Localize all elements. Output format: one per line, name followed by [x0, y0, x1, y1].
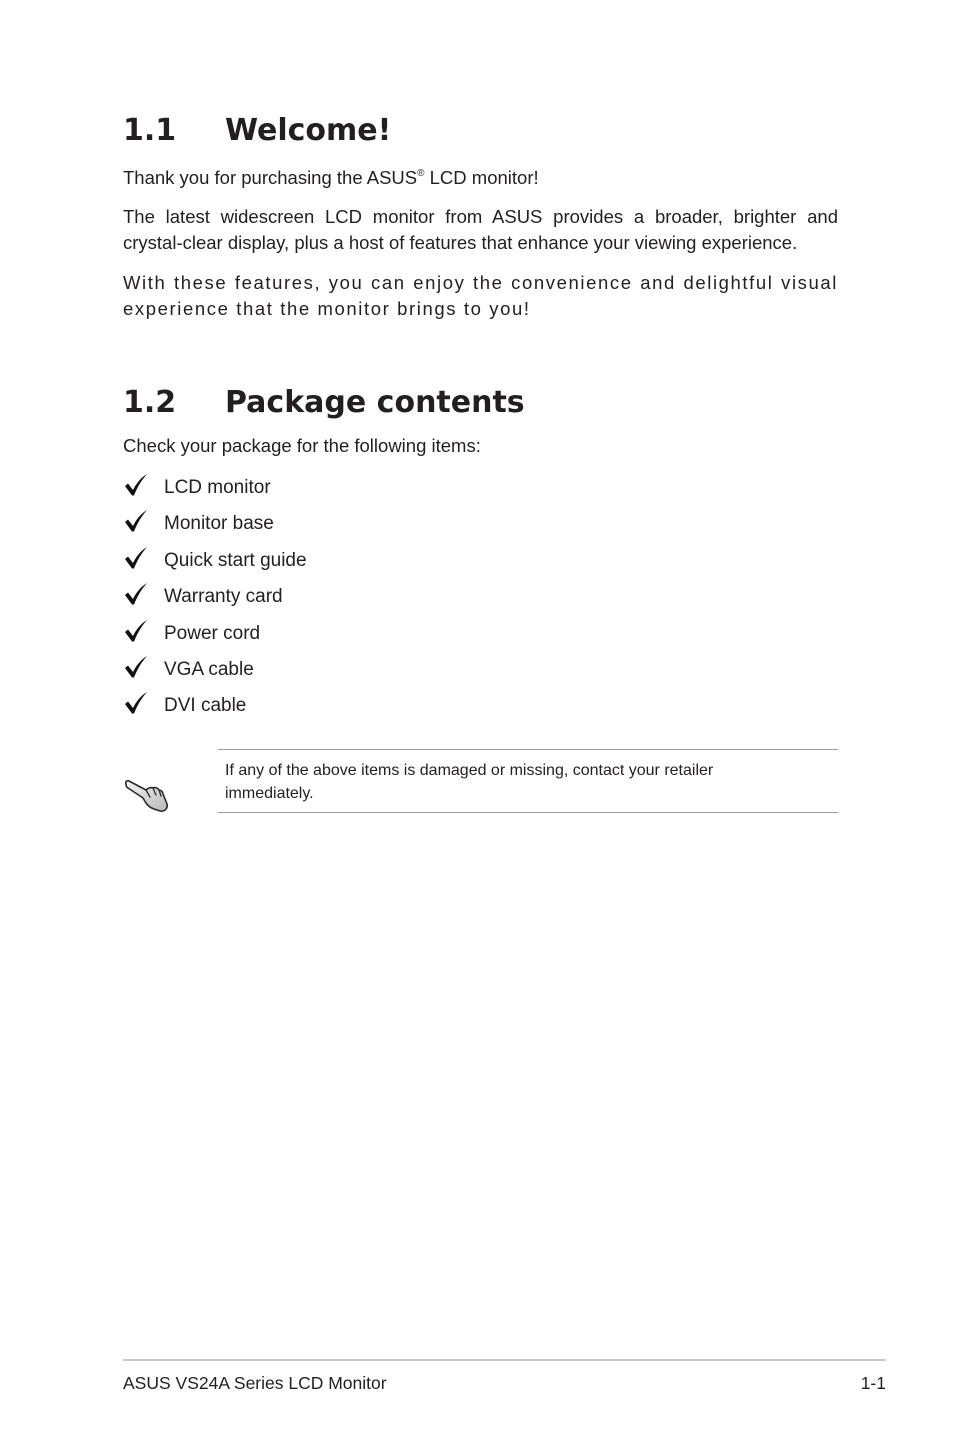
check-icon — [123, 508, 149, 534]
check-icon — [123, 581, 149, 607]
section-number: 1.1 — [123, 113, 177, 148]
features-paragraph: With these features, you can enjoy the convenience and delightful visual experience that the monitor brings to you! — [123, 272, 838, 319]
item-label: Quick start guide — [164, 549, 307, 571]
section-title: Welcome! — [225, 113, 392, 148]
package-checklist — [123, 470, 307, 725]
note-box — [218, 749, 838, 813]
footer-divider — [123, 1359, 886, 1361]
check-icon — [123, 545, 149, 571]
item-label: Monitor base — [164, 513, 274, 535]
item-label: DVI cable — [164, 695, 247, 717]
item-label: VGA cable — [164, 658, 254, 680]
thanks-text-end: LCD monitor! — [424, 167, 539, 188]
check-icon — [123, 618, 149, 644]
section-heading-welcome — [123, 113, 391, 149]
list-item — [123, 652, 307, 688]
list-item — [123, 506, 307, 542]
footer-title: ASUS VS24A Series LCD Monitor — [123, 1373, 387, 1393]
page-number: 1-1 — [860, 1373, 886, 1393]
list-item — [123, 470, 307, 506]
package-intro: Check your package for the following items: — [123, 435, 481, 456]
pointing-hand-icon — [124, 776, 170, 814]
thanks-paragraph — [123, 165, 838, 191]
list-item — [123, 616, 307, 652]
list-item — [123, 688, 307, 724]
list-item — [123, 579, 307, 615]
check-icon — [123, 690, 149, 716]
item-label: Warranty card — [164, 586, 283, 608]
check-icon — [123, 654, 149, 680]
intro-paragraph: The latest widescreen LCD monitor from ASUS provides a broader, brighter and crystal-clear display, plus a host of features that enhance your viewing experience. — [123, 206, 838, 253]
section-title: Package contents — [225, 385, 525, 420]
check-icon — [123, 472, 149, 498]
registered-mark: ® — [417, 168, 425, 179]
thanks-text: Thank you for purchasing the ASUS — [123, 167, 418, 188]
list-item — [123, 543, 307, 579]
note-text: If any of the above items is damaged or missing, contact your retailer immediately. — [225, 762, 714, 802]
section-number: 1.2 — [123, 385, 177, 420]
item-label: LCD monitor — [164, 477, 271, 498]
item-label: Power cord — [164, 622, 261, 644]
section-heading-package — [123, 385, 525, 421]
